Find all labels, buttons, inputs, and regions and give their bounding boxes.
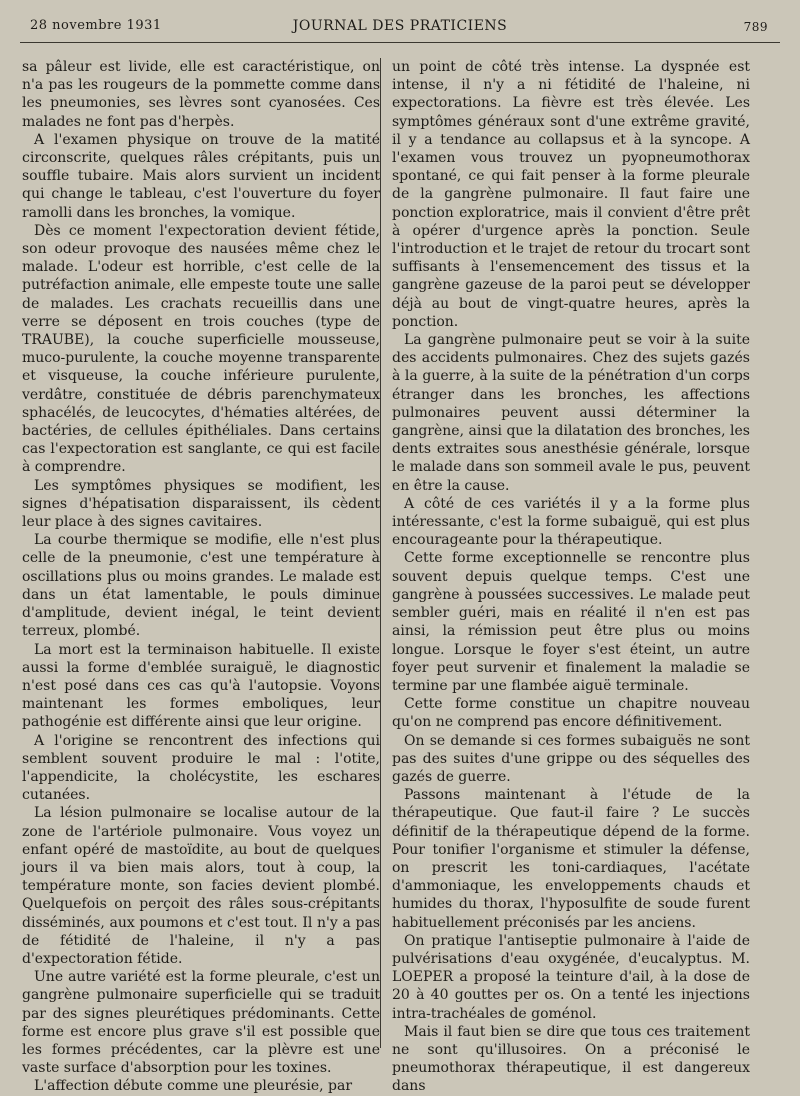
paragraph: On se demande si ces formes subaiguës ne sont pas des suites d'une grippe ou des séquelles des gazés de guerre. xyxy=(392,732,750,785)
paragraph: sa pâleur est livide, elle est caractéristique, on n'a pas les rougeurs de la pommette comme dans les pneumonies, ses lèvres sont cyanosées. Ces malades ne font pas d'herpès. xyxy=(22,59,380,130)
paragraph: Passons maintenant à l'étude de la thérapeutique. Que faut-il faire ? Le succès définitif de la thérapeutique dépend de la forme. Pour tonifier l'organisme et stimuler la défense, on prescrit les toni-cardiaques, l'acétate d'ammoniaque, les enveloppements chauds et humides du thorax, l'hyposulfite de soude furent habituellement préconisés par les anciens. xyxy=(392,787,750,931)
paragraph: Une autre variété est la forme pleurale, c'est un gangrène pulmonaire superficielle qui se traduit par des signes pleurétiques prédominants. Cette forme est encore plus grave s'il est possible que les formes précédentes, car la plèvre est une vaste surface d'absorption pour les toxines. xyxy=(22,969,380,1077)
paragraph: A l'examen physique on trouve de la matité circonscrite, quelques râles crépitants, puis un souffle tubaire. Mais alors survient un incident qui change le tableau, c'est l'ouverture du foyer ramolli dans les bronches, la vomique. xyxy=(22,131,380,221)
paragraph: Cette forme exceptionnelle se rencontre plus souvent depuis quelque temps. C'est une gangrène à poussées successives. Le malade peut sembler guéri, mais en réalité il n'en est pas ainsi, la rémission peut être plus ou moins longue. Lorsque le foyer s'est éteint, un autre foyer peut survenir et finalement la maladie se termine par une flambée aiguë terminale. xyxy=(392,550,750,694)
right-column xyxy=(392,58,750,1096)
paragraph: On pratique l'antiseptie pulmonaire à l'aide de pulvérisations d'eau oxygénée, d'eucalyptus. M. LOEPER a proposé la teinture d'ail, à la dose de 20 à 40 gouttes per os. On a tenté les injections intra-trachéales de goménol. xyxy=(392,932,750,1022)
page-number: 789 xyxy=(743,20,768,34)
paragraph: Cette forme constitue un chapitre nouveau qu'on ne comprend pas encore définitivement. xyxy=(392,696,750,731)
paragraph: A l'origine se rencontrent des infections qui semblent souvent produire le mal : l'otite, l'appendicite, la cholécystite, les eschares cutanées. xyxy=(22,732,380,804)
paragraph: La gangrène pulmonaire peut se voir à la suite des accidents pulmonaires. Chez des sujets gazés à la guerre, à la suite de la pénétration d'un corps étranger dans les bronches, les affections pulmonaires peuvent aussi déterminer la gangrène, ainsi que la dilatation des bronches, les dents extraites sous anesthésie générale, lorsque le malade dans son sommeil avale le pus, peuvent en être la cause. xyxy=(392,332,750,494)
left-column xyxy=(22,58,380,1096)
paragraph: Les symptômes physiques se modifient, les signes d'hépatisation disparaissent, ils cèdent leur place à des signes cavitaires. xyxy=(22,477,380,531)
paragraph: Mais il faut bien se dire que tous ces traitement ne sont qu'illusoires. On a préconisé le pneumothorax thérapeutique, il est dangereux dans xyxy=(392,1023,750,1095)
paragraph: La lésion pulmonaire se localise autour de la zone de l'artériole pulmonaire. Vous voyez un enfant opéré de mastoïdite, au bout de quelques jours il va bien mais alors, tout à coup, la température monte, son facies devient plombé. Quelquefois on perçoit des râles sous-crépitants disséminés, aux poumons et c'est tout. Il n'y a pas de fétidité de l'haleine, il n'y a pas d'expectoration fétide. xyxy=(22,805,380,967)
column-divider xyxy=(380,58,381,1048)
paragraph: A côté de ces variétés il y a la forme plus intéressante, c'est la forme subaiguë, qui est plus encourageante pour la thérapeutique. xyxy=(392,495,750,549)
paragraph: Dès ce moment l'expectoration devient fétide, son odeur provoque des nausées même chez le malade. L'odeur est horrible, c'est celle de la putréfaction animale, elle empeste toute une salle de malades. Les crachats recueillis dans une verre se déposent en trois couches (type de TRAUBE), la couche superficielle mousseuse, muco-purulente, la couche moyenne transparente et visqueuse, la couche inférieure purulente, verdâtre, constituée de débris parenchymateux sphacélés, de leucocytes, d'hématies altérées, de bactéries, de cellules épithéliales. Dans certains cas l'expectoration est sanglante, ce qui est facile à comprendre. xyxy=(22,222,380,476)
header-rule xyxy=(20,42,780,43)
journal-title: JOURNAL DES PRATICIENS xyxy=(292,18,508,34)
page-header xyxy=(22,14,778,40)
paragraph: L'affection débute comme une pleurésie, par xyxy=(34,1078,353,1095)
paragraph: un point de côté très intense. La dyspnée est intense, il n'y a ni fétidité de l'haleine, ni expectorations. La fièvre est très élevée. Les symptômes généraux sont d'une extrême gravité, il y a tendance au collapsus et à la syncope. A l'examen vous trouvez un pyopneumothorax spontané, ce qui fait penser à la forme pleurale de la gangrène pulmonaire. Il faut faire une ponction exploratrice, mais il convient d'être prêt à opérer d'urgence après la ponction. Seule l'introduction et le trajet de retour du trocart sont suffisants à l'ensemencement des tissus et la gangrène gazeuse de la paroi peut se développer déjà au bout de vingt-quatre heures, après la ponction. xyxy=(392,59,750,330)
paragraph: La mort est la terminaison habituelle. Il existe aussi la forme d'emblée suraiguë, le diagnostic n'est posé dans ces cas qu'à l'autopsie. Voyons maintenant les formes emboliques, leur pathogénie est différente ainsi que leur origine. xyxy=(22,641,380,731)
header-date: 28 novembre 1931 xyxy=(30,18,162,33)
paragraph: La courbe thermique se modifie, elle n'est plus celle de la pneumonie, c'est une température à oscillations plus ou moins grandes. Le malade est dans un état lamentable, le pouls diminue d'amplitude, devient inégal, le teint devient terreux, plombé. xyxy=(22,532,380,640)
